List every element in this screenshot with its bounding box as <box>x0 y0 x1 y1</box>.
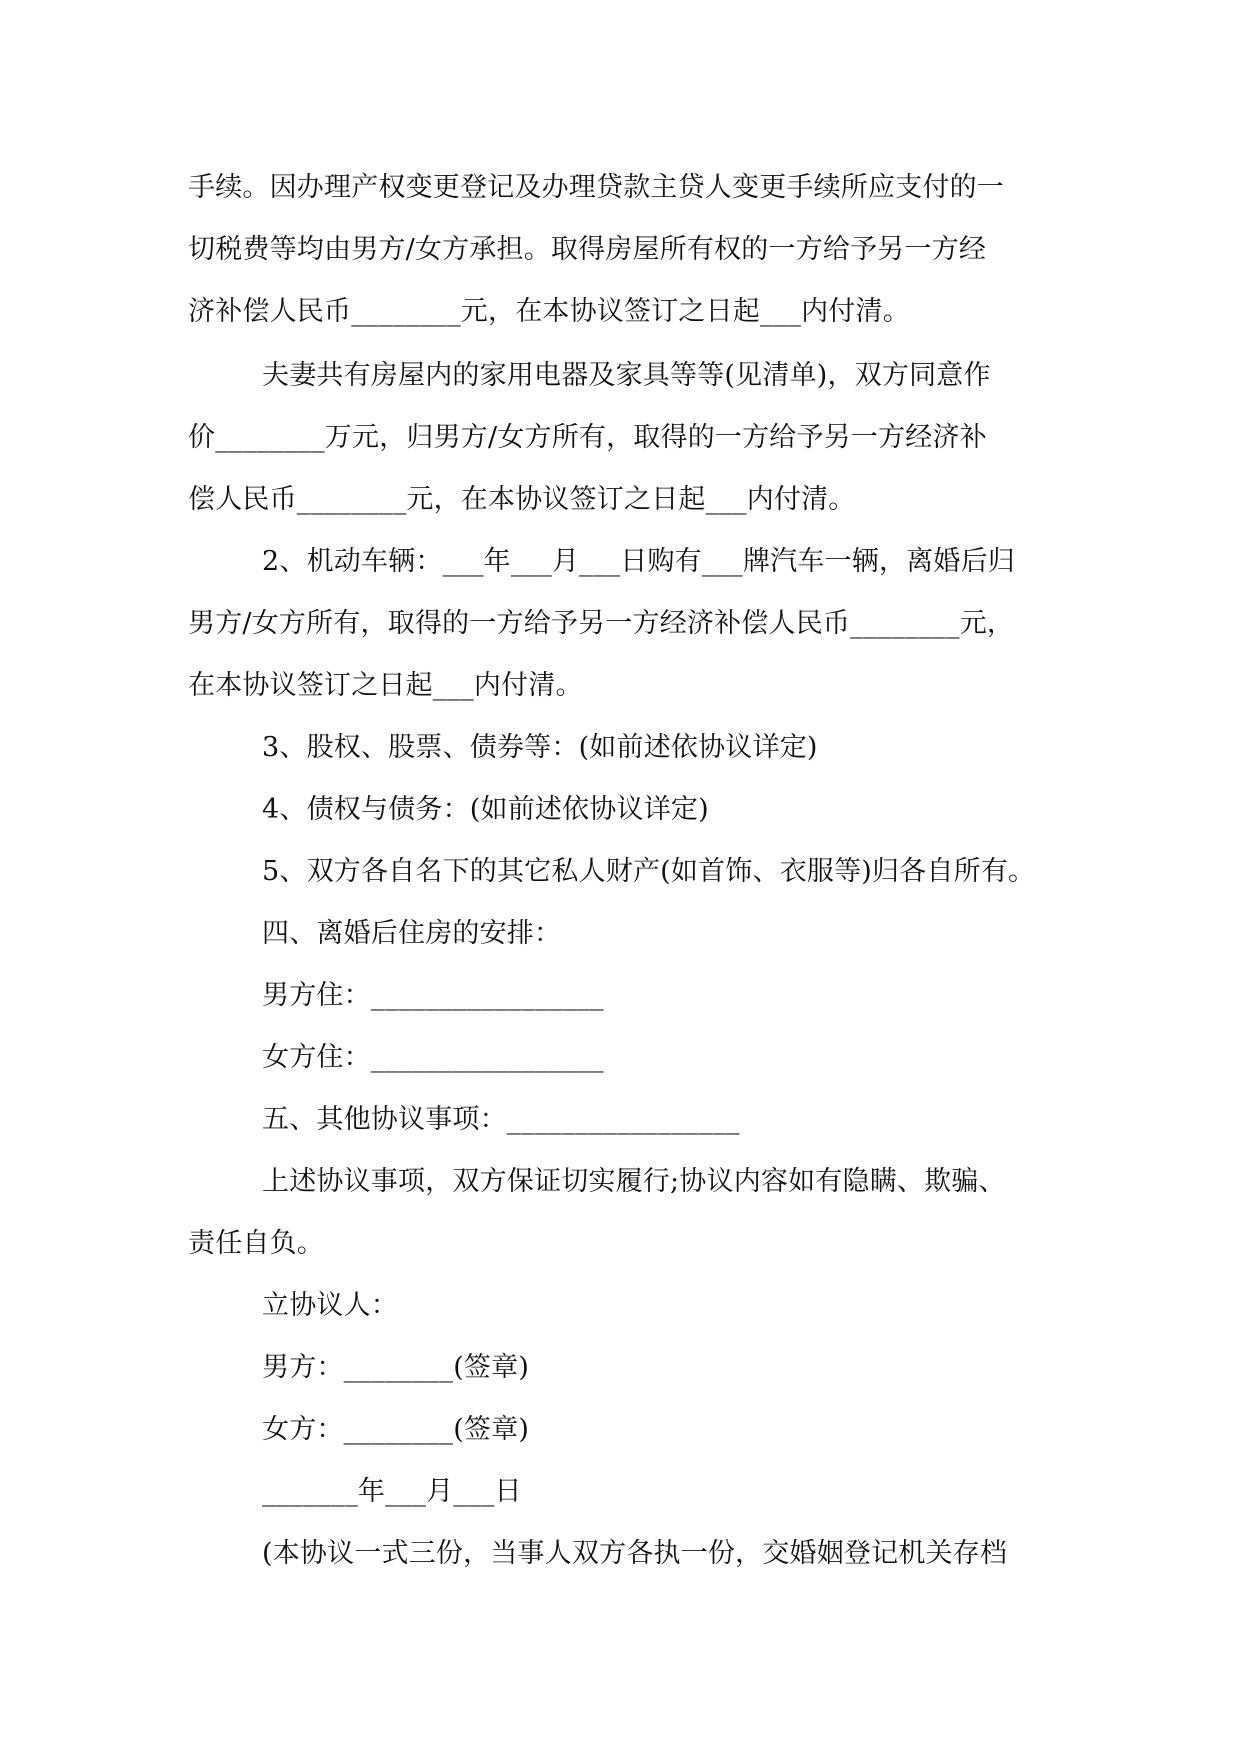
paragraph-line: 上述协议事项，双方保证切实履行;协议内容如有隐瞒、欺骗、 <box>262 1166 1006 1197</box>
paragraph-line: 夫妻共有房屋内的家用电器及家具等等(见清单)，双方同意作 <box>262 360 991 391</box>
paragraph-line: 手续。因办理产权变更登记及办理贷款主贷人变更手续所应支付的一 <box>188 172 1004 203</box>
paragraph-line: 在本协议签订之日起___内付清。 <box>188 670 583 701</box>
paragraph-line: 济补偿人民币________元，在本协议签订之日起___内付清。 <box>188 296 910 327</box>
paragraph-line: 偿人民币________元，在本协议签订之日起___内付清。 <box>188 484 856 515</box>
paragraph-line: 切税费等均由男方/女方承担。取得房屋所有权的一方给予另一方经 <box>188 234 987 265</box>
paragraph-line: 女方住：_________________ <box>262 1042 604 1073</box>
paragraph-line: 5、双方各自名下的其它私人财产(如首饰、衣服等)归各自所有。 <box>262 856 1036 887</box>
paragraph-line: 男方/女方所有，取得的一方给予另一方经济补偿人民币________元， <box>188 608 1015 639</box>
signature-line: 男方：________(签章) <box>262 1352 530 1383</box>
date-line: _______年___月___日 <box>262 1476 522 1507</box>
paragraph-line: 男方住：_________________ <box>262 980 604 1011</box>
paragraph-line: 价________万元，归男方/女方所有，取得的一方给予另一方经济补 <box>188 422 987 453</box>
paragraph-line: 责任自负。 <box>188 1228 324 1259</box>
paragraph-line: 2、机动车辆：___年___月___日购有___牌汽车一辆，离婚后归 <box>262 546 1015 577</box>
signature-line: 女方：________(签章) <box>262 1414 530 1445</box>
paragraph-line: 3、股权、股票、债券等：(如前述依协议详定) <box>262 732 818 763</box>
paragraph-line: 4、债权与债务：(如前述依协议详定) <box>262 794 709 825</box>
section-heading: 四、离婚后住房的安排： <box>262 918 562 949</box>
signatory-label: 立协议人： <box>262 1290 398 1321</box>
paragraph-line: (本协议一式三份，当事人双方各执一份，交婚姻登记机关存档 <box>262 1538 1008 1569</box>
section-heading: 五、其他协议事项：_________________ <box>262 1104 740 1135</box>
